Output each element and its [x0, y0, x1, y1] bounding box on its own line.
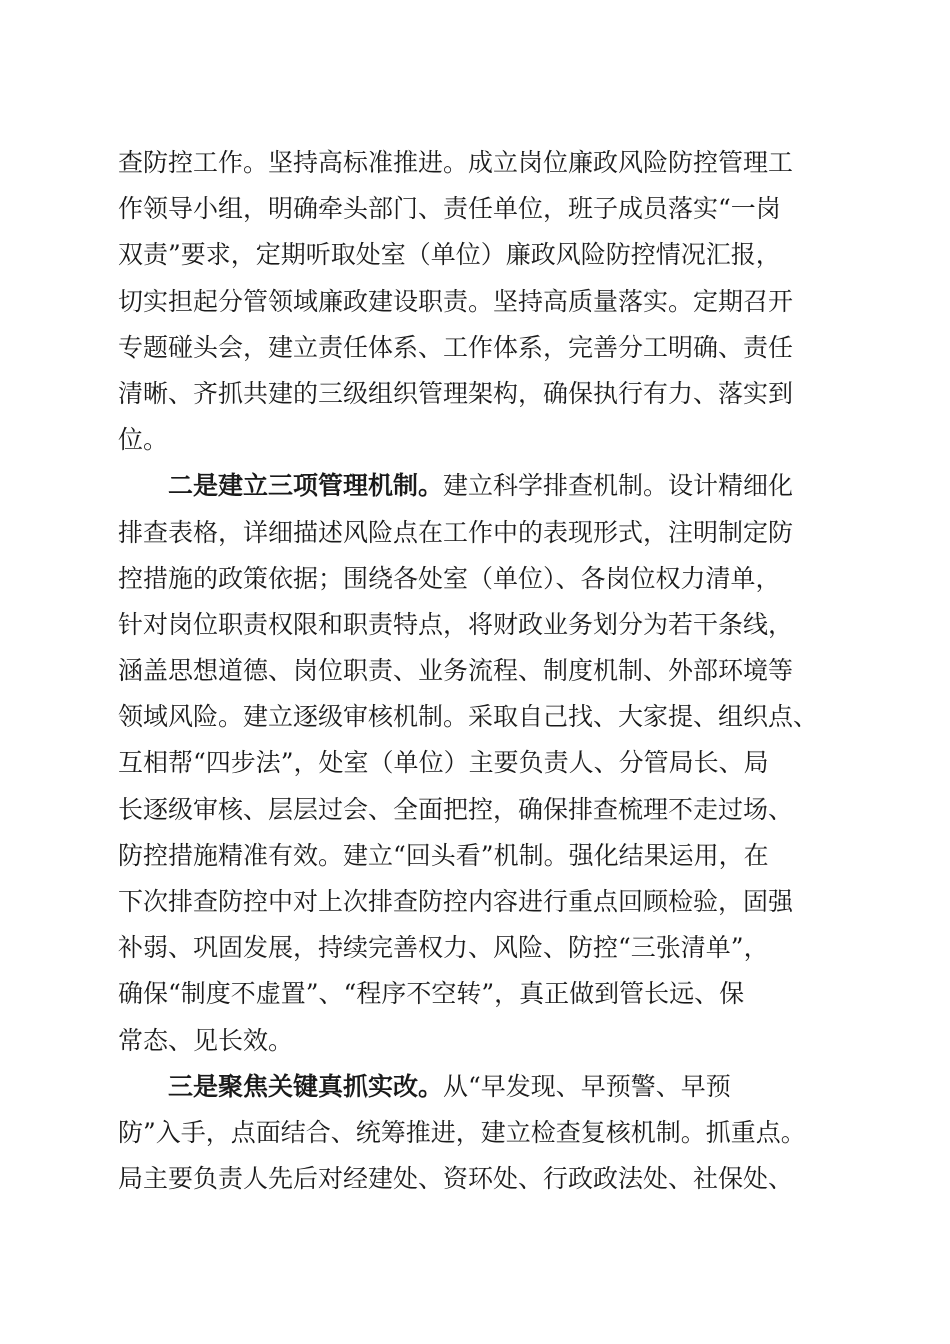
paragraph-2-line-11: 补弱、巩固发展，持续完善权力、风险、防控“三张清单”， — [118, 933, 769, 963]
paragraph-2-line-9: 防控措施精准有效。建立“回头看”机制。强化结果运用，在 — [118, 840, 769, 870]
paragraph-3-line-2: 防”入手，点面结合、统筹推进，建立检查复核机制。抓重点。 — [118, 1117, 806, 1147]
paragraph-2-line-2: 排查表格，详细描述风险点在工作中的表现形式，注明制定防 — [118, 517, 794, 547]
document-body — [118, 140, 838, 1202]
paragraph-2-line-4: 针对岗位职责权限和职责特点，将财政业务划分为若干条线， — [118, 609, 794, 639]
paragraph-2-line-7: 互相帮“四步法”，处室（单位）主要负责人、分管局长、局 — [118, 748, 769, 778]
paragraph-3-line-1 — [118, 1064, 838, 1110]
paragraph-3-lead-heading: 三是聚焦关键真抓实改。 — [168, 1071, 444, 1101]
paragraph-2 — [118, 463, 838, 1063]
paragraph-2-line-8: 长逐级审核、层层过会、全面把控，确保排查梳理不走过场、 — [118, 794, 794, 824]
paragraph-2-line-12: 确保“制度不虚置”、“程序不空转”，真正做到管长远、保 — [118, 979, 745, 1009]
paragraph-2-line-1-rest: 建立科学排查机制。设计精细化 — [443, 471, 794, 501]
paragraph-2-line-10: 下次排查防控中对上次排查防控内容进行重点回顾检验，固强 — [118, 887, 794, 916]
paragraph-1-line-5: 专题碰头会，建立责任体系、工作体系，完善分工明确、责任 — [118, 332, 794, 362]
paragraph-2-lead-heading: 二是建立三项管理机制。 — [168, 471, 444, 501]
paragraph-2-line-3: 控措施的政策依据；围绕各处室（单位）、各岗位权力清单， — [118, 563, 781, 593]
paragraph-2-line-6: 领域风险。建立逐级审核机制。采取自己找、大家提、组织点、 — [118, 702, 819, 732]
paragraph-1-line-4: 切实担起分管领域廉政建设职责。坚持高质量落实。定期召开 — [118, 286, 794, 316]
paragraph-3-line-3: 局主要负责人先后对经建处、资环处、行政政法处、社保处、 — [118, 1164, 794, 1194]
paragraph-1-line-6: 清晰、齐抓共建的三级组织管理架构，确保执行有力、落实到 — [118, 378, 794, 408]
paragraph-2-line-1 — [118, 463, 838, 509]
paragraph-1-line-1: 查防控工作。坚持高标准推进。成立岗位廉政风险防控管理工 — [118, 148, 794, 177]
paragraph-1-line-7: 位。 — [118, 425, 169, 455]
paragraph-1-line-2: 作领导小组，明确牵头部门、责任单位，班子成员落实“一岗 — [118, 194, 781, 224]
paragraph-3 — [118, 1064, 838, 1203]
paragraph-2-line-13: 常态、见长效。 — [118, 1025, 294, 1055]
paragraph-1 — [118, 140, 838, 463]
paragraph-1-line-3: 双责”要求，定期听取处室（单位）廉政风险防控情况汇报， — [118, 240, 781, 270]
paragraph-3-line-1-rest: 从“早发现、早预警、早预 — [443, 1071, 731, 1101]
paragraph-2-line-5: 涵盖思想道德、岗位职责、业务流程、制度机制、外部环境等 — [118, 656, 794, 686]
